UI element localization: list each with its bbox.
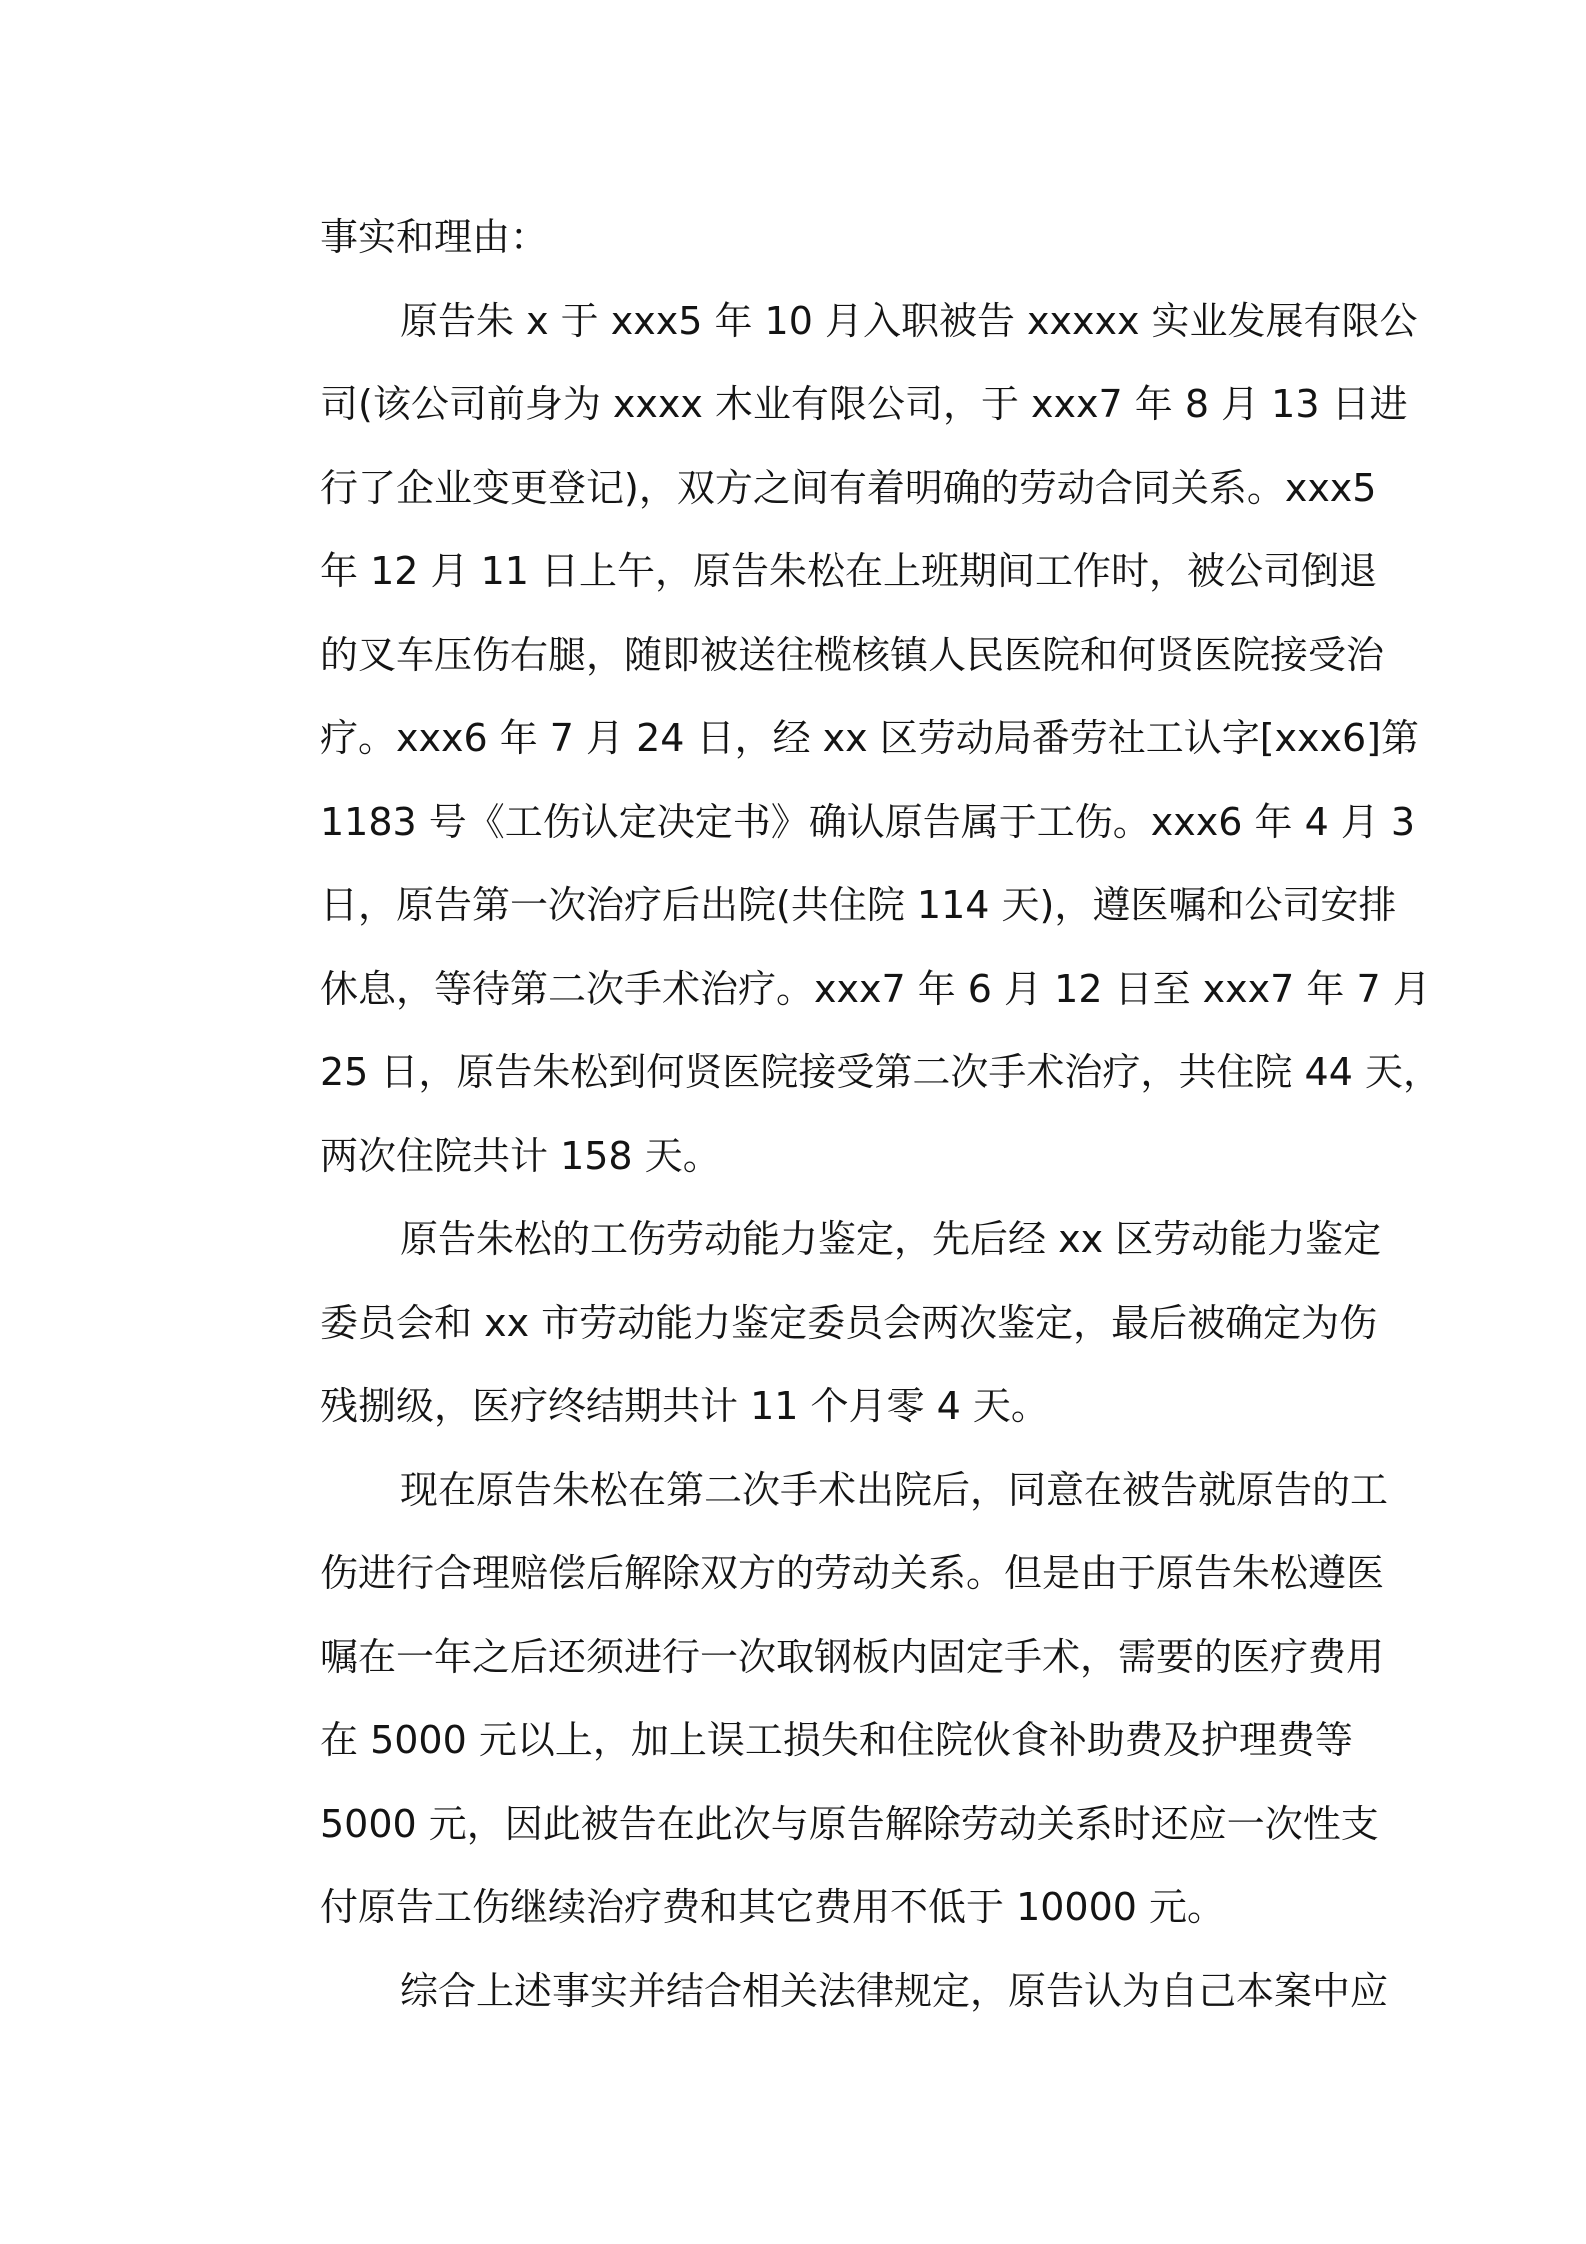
text-line: 原告朱松的工伤劳动能力鉴定，先后经 xx 区劳动能力鉴定 <box>400 1217 1382 1261</box>
text-line: 嘱在一年之后还须进行一次取钢板内固定手术，需要的医疗费用 <box>320 1634 1385 1679</box>
text-line: 伤进行合理赔偿后解除双方的劳动关系。但是由于原告朱松遵医 <box>320 1551 1385 1595</box>
text-line: 两次住院共计 158 天。 <box>320 1133 721 1178</box>
text-line: 的叉车压伤右腿，随即被送往榄核镇人民医院和何贤医院接受治 <box>320 632 1385 677</box>
text-line: 现在原告朱松在第二次手术出院后，同意在被告就原告的工 <box>400 1467 1389 1512</box>
text-line: 5000 元，因此被告在此次与原告解除劳动关系时还应一次性支 <box>320 1801 1379 1846</box>
paragraph-disability-assessment <box>240 1198 1382 1449</box>
text-line: 年 12 月 11 日上午，原告朱松在上班期间工作时，被公司倒退 <box>320 549 1378 593</box>
text-line: 疗。xxx6 年 7 月 24 日，经 xx 区劳动局番劳社工认字[xxx6]第 <box>320 716 1419 760</box>
text-line: 综合上述事实并结合相关法律规定，原告认为自己本案中应 <box>400 1968 1389 2013</box>
paragraph-conclusion <box>240 1950 1389 2034</box>
document-body <box>240 196 1441 2033</box>
text-line: 行了企业变更登记)，双方之间有着明确的劳动合同关系。xxx5 <box>320 465 1377 510</box>
text-line: 在 5000 元以上，加上误工损失和住院伙食补助费及护理费等 <box>320 1718 1353 1762</box>
text-line: 委员会和 xx 市劳动能力鉴定委员会两次鉴定，最后被确定为伤 <box>320 1300 1378 1345</box>
text-line: 1183 号《工伤认定决定书》确认原告属于工伤。xxx6 年 4 月 3 <box>320 799 1416 844</box>
text-line: 25 日，原告朱松到何贤医院接受第二次手术治疗，共住院 44 天， <box>320 1050 1441 1094</box>
paragraph-compensation <box>240 1449 1389 1950</box>
section-heading: 事实和理由： <box>320 215 549 259</box>
text-line: 日，原告第一次治疗后出院(共住院 114 天)，遵医嘱和公司安排 <box>320 883 1397 927</box>
text-line: 休息，等待第二次手术治疗。xxx7 年 6 月 12 日至 xxx7 年 7 月 <box>320 966 1431 1011</box>
paragraph-facts <box>240 280 1441 1199</box>
text-line: 付原告工伤继续治疗费和其它费用不低于 10000 元。 <box>320 1885 1226 1929</box>
text-line: 司(该公司前身为 xxxx 木业有限公司，于 xxx7 年 8 月 13 日进 <box>320 382 1408 426</box>
text-line: 原告朱 x 于 xxx5 年 10 月入职被告 xxxxx 实业发展有限公 <box>400 298 1418 343</box>
text-line: 残捌级，医疗终结期共计 11 个月零 4 天。 <box>320 1384 1049 1428</box>
